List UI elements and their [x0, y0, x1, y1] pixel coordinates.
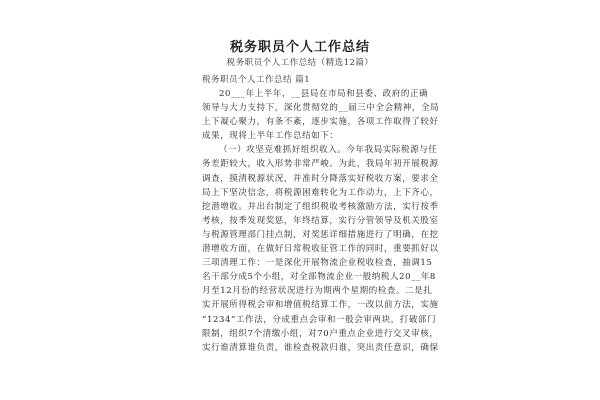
text-line: 名干部分成5个小组，对全部物流企业一般纳税人20__年8 [202, 272, 436, 283]
document-subtitle: 税务职员个人工作总结（精选12篇） [226, 58, 374, 68]
text-line: 限制，组织7个清缴小组，对70户重点企业进行交叉审核， [202, 328, 439, 339]
body-text [202, 87, 440, 355]
text-line: （一）攻坚克难抓好组织收入。今年我局实际税源与任 [219, 145, 438, 156]
text-line: 三项清理工作：一是深化开展物流企业税收检查，抽调15 [202, 258, 433, 269]
text-line: 局上下坚决信念，将税源困难转化为工作动力，上下齐心， [202, 187, 439, 198]
text-line: 考核，按季发现奖惩，年终结算，实行分管领导及机关股室 [202, 215, 439, 226]
text-line: 领导与大力支持下，深化贯彻党的__届三中全会精神，全局 [202, 103, 440, 114]
text-line: 实行谁清算谁负责，谁检查税款归谁，突出责任意识，确保 [202, 342, 439, 353]
text-line: 20___年上半年，__县局在市局和县委、政府的正确 [219, 89, 429, 99]
text-line: 挖潜增收。并出台制定了组织税收考核激励方法，实行按季 [202, 201, 439, 212]
text-line: 与税源管理部门挂点制，对奖惩详细措施进行了明确，在挖 [202, 229, 439, 240]
text-line: 务差距较大，收入形势非常严峻。为此，我局年初开展税源 [202, 159, 439, 170]
document-title: 税务职员个人工作总结 [229, 40, 370, 55]
text-line: 上下凝心聚力，有条不紊，逐步实施，各项工作取得了较好 [202, 117, 439, 128]
text-line: 成果，现将上半年工作总结如下： [202, 131, 339, 142]
text-line: 潜增收方面，在做好日常税收征管工作的同时，重要抓好以 [202, 244, 439, 255]
text-line: 调查，摸清税源状况，并准时分降落实好税收方案，要求全 [202, 173, 439, 184]
text-line: “1234”工作法，分成重点会审和一般会审两块，打破部门 [202, 314, 437, 325]
text-line: 实开展所得税会审和增值税结算工作，一改以前方法，实施 [202, 300, 439, 311]
section-heading: 税务职员个人工作总结 篇1 [202, 75, 311, 85]
text-line: 月至12月份的经营状况进行为期两个星期的检查。二是扎 [202, 286, 433, 297]
